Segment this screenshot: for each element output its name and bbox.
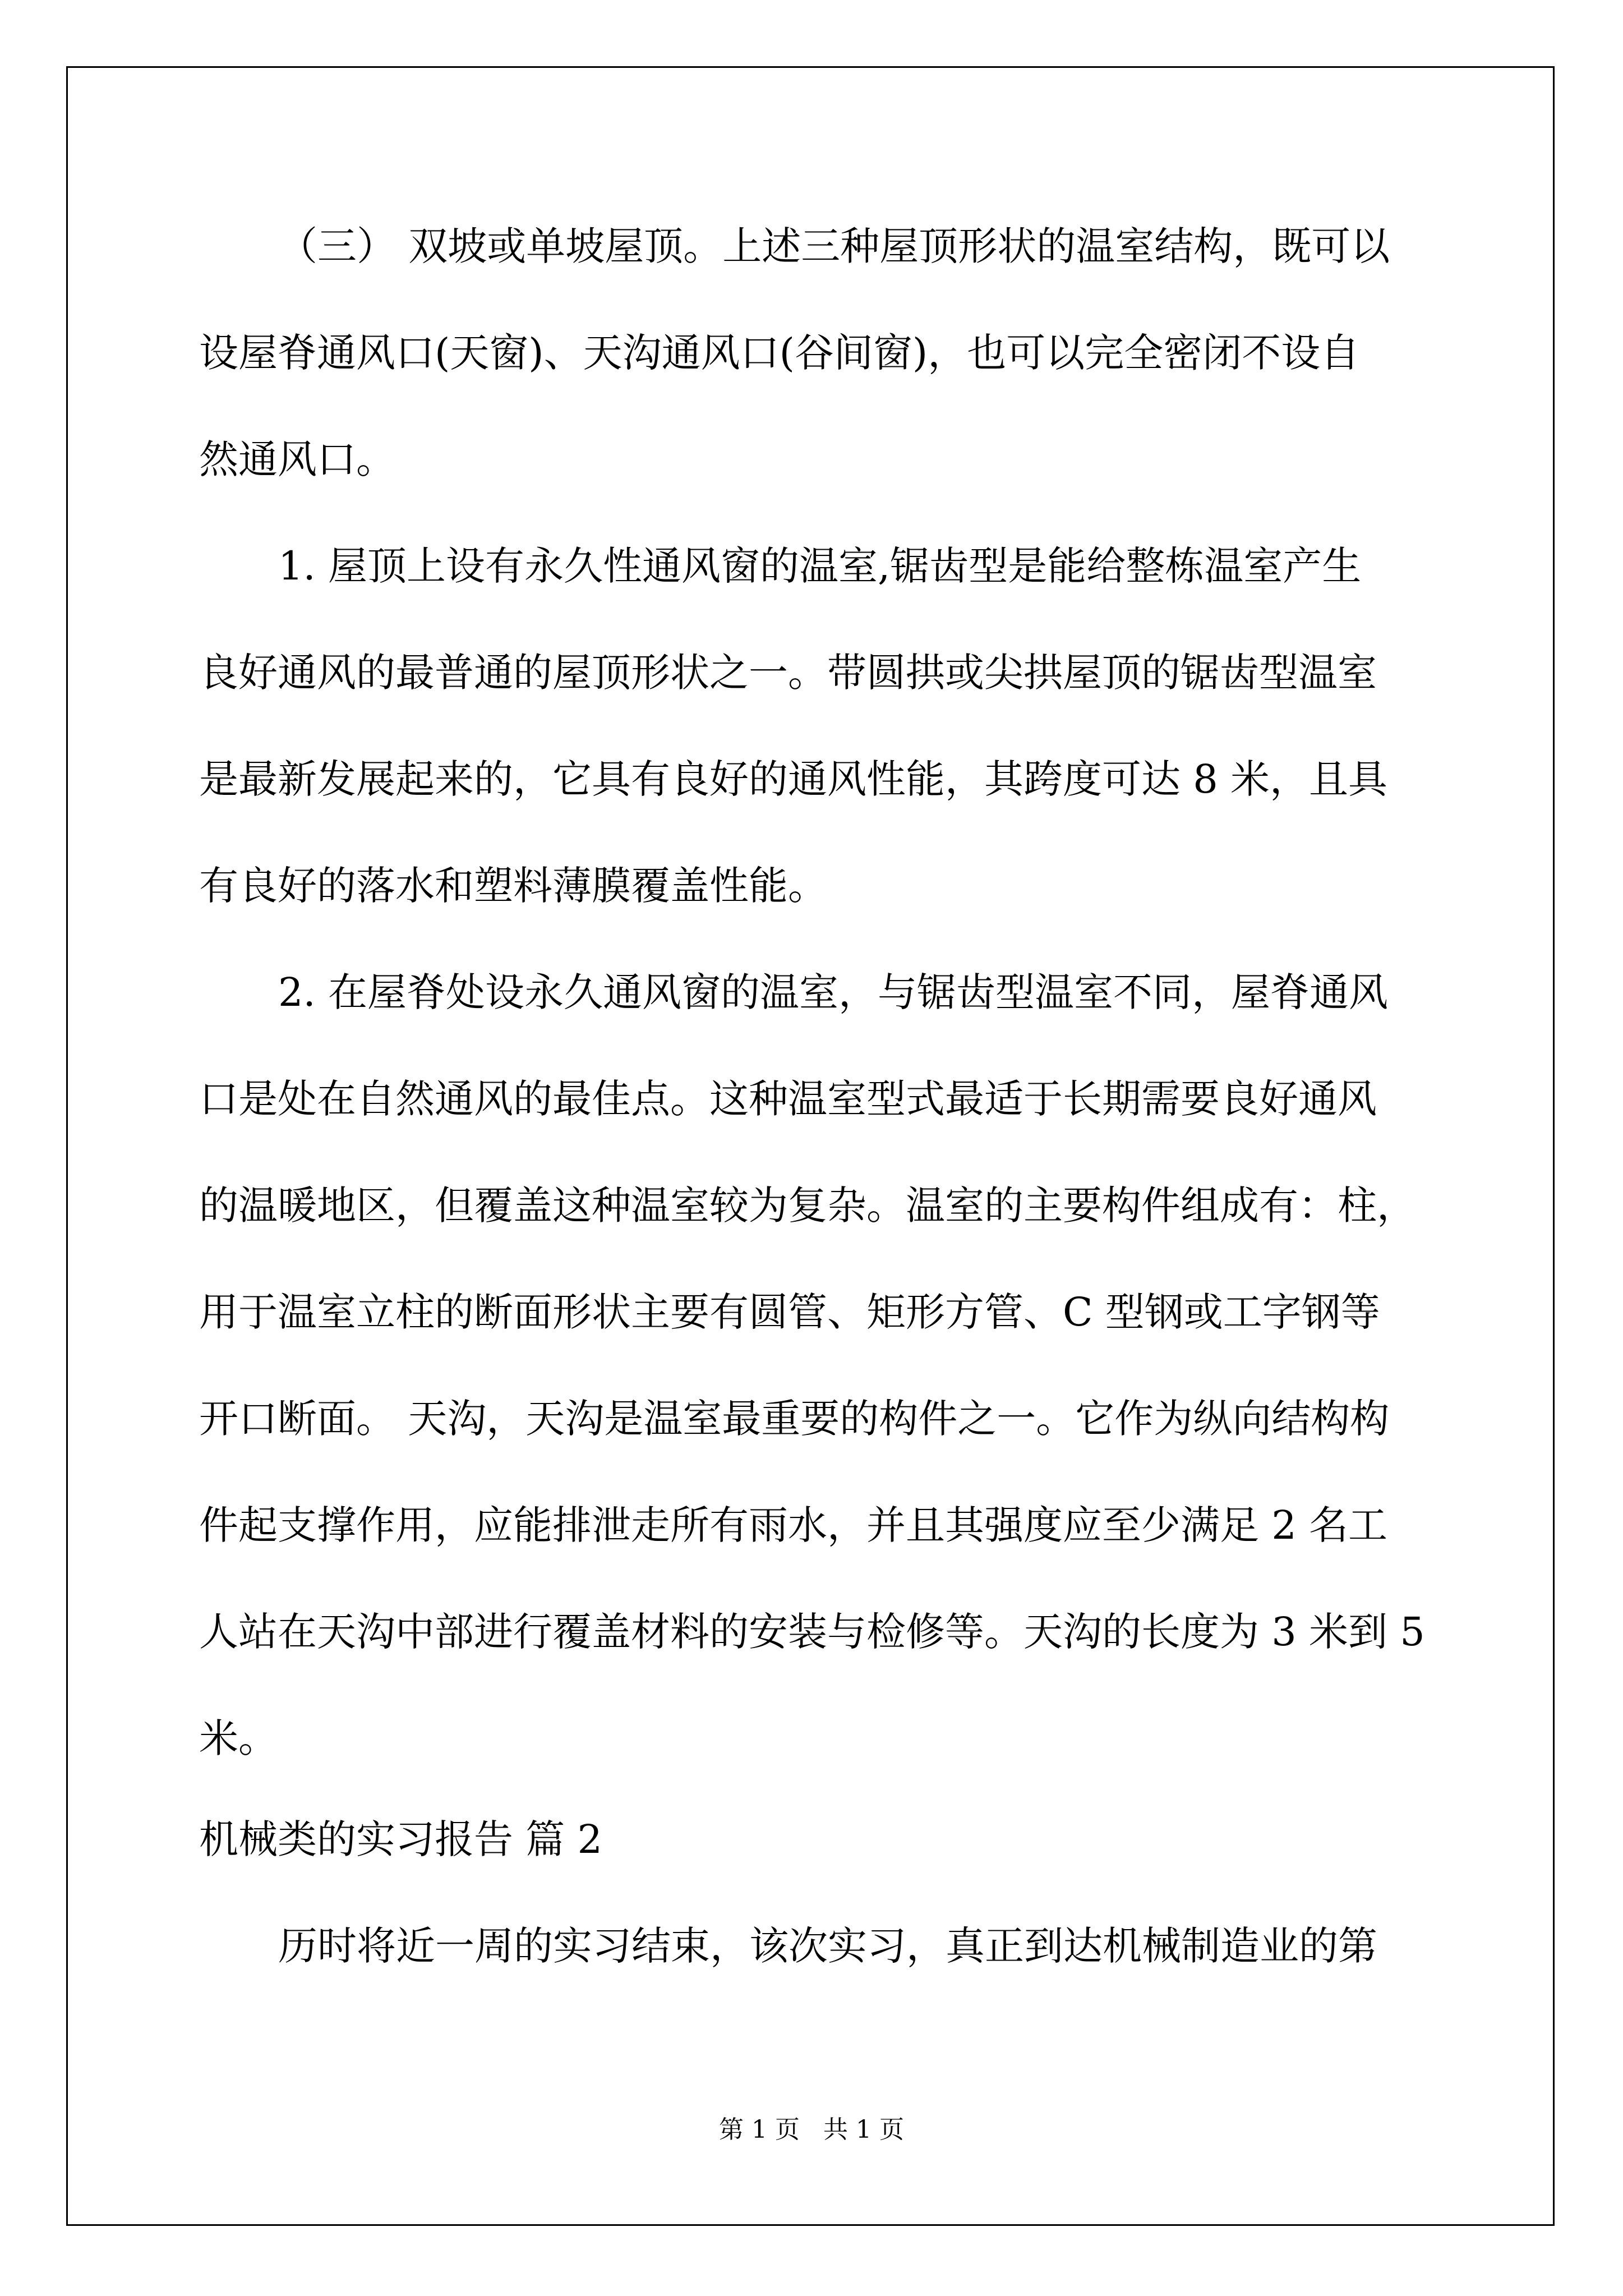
paragraph-line: 1. 屋顶上设有永久性通风窗的温室,锯齿型是能给整栋温室产生 (278, 543, 1362, 589)
paragraph-line: 设屋脊通风口(天窗)、天沟通风口(谷间窗)，也可以完全密闭不设自 (199, 330, 1360, 376)
paragraph-line: 口是处在自然通风的最佳点。这种温室型式最适于长期需要良好通风 (199, 1076, 1377, 1122)
paragraph-line: 然通风口。 (199, 436, 395, 482)
paragraph-line: （三） 双坡或单坡屋顶。上述三种屋顶形状的温室结构，既可以 (278, 223, 1390, 269)
page-footer: 第 1 页 共 1 页 (719, 2115, 904, 2144)
paragraph-line: 件起支撑作用，应能排泄走所有雨水，并且其强度应至少满足 2 名工 (199, 1502, 1388, 1548)
paragraph-line: 用于温室立柱的断面形状主要有圆管、矩形方管、C 型钢或工字钢等 (199, 1289, 1380, 1335)
paragraph-line: 历时将近一周的实习结束，该次实习，真正到达机械制造业的第 (278, 1923, 1377, 1969)
paragraph-line: 良好通风的最普通的屋顶形状之一。带圆拱或尖拱屋顶的锯齿型温室 (199, 650, 1377, 696)
paragraph-line: 有良好的落水和塑料薄膜覆盖性能。 (199, 863, 827, 909)
paragraph-line: 开口断面。 天沟，天沟是温室最重要的构件之一。它作为纵向结构构 (199, 1396, 1390, 1442)
section-heading: 机械类的实习报告 篇 2 (199, 1816, 603, 1862)
paragraph-line: 2. 在屋脊处设永久通风窗的温室，与锯齿型温室不同，屋脊通风 (278, 969, 1389, 1015)
paragraph-line: 米。 (199, 1715, 278, 1761)
paragraph-line: 人站在天沟中部进行覆盖材料的安装与检修等。天沟的长度为 3 米到 5 (199, 1609, 1425, 1655)
page-border (66, 66, 1555, 2226)
paragraph-line: 的温暖地区，但覆盖这种温室较为复杂。温室的主要构件组成有：柱， (199, 1182, 1416, 1228)
paragraph-line: 是最新发展起来的，它具有良好的通风性能，其跨度可达 8 米，且具 (199, 756, 1388, 802)
